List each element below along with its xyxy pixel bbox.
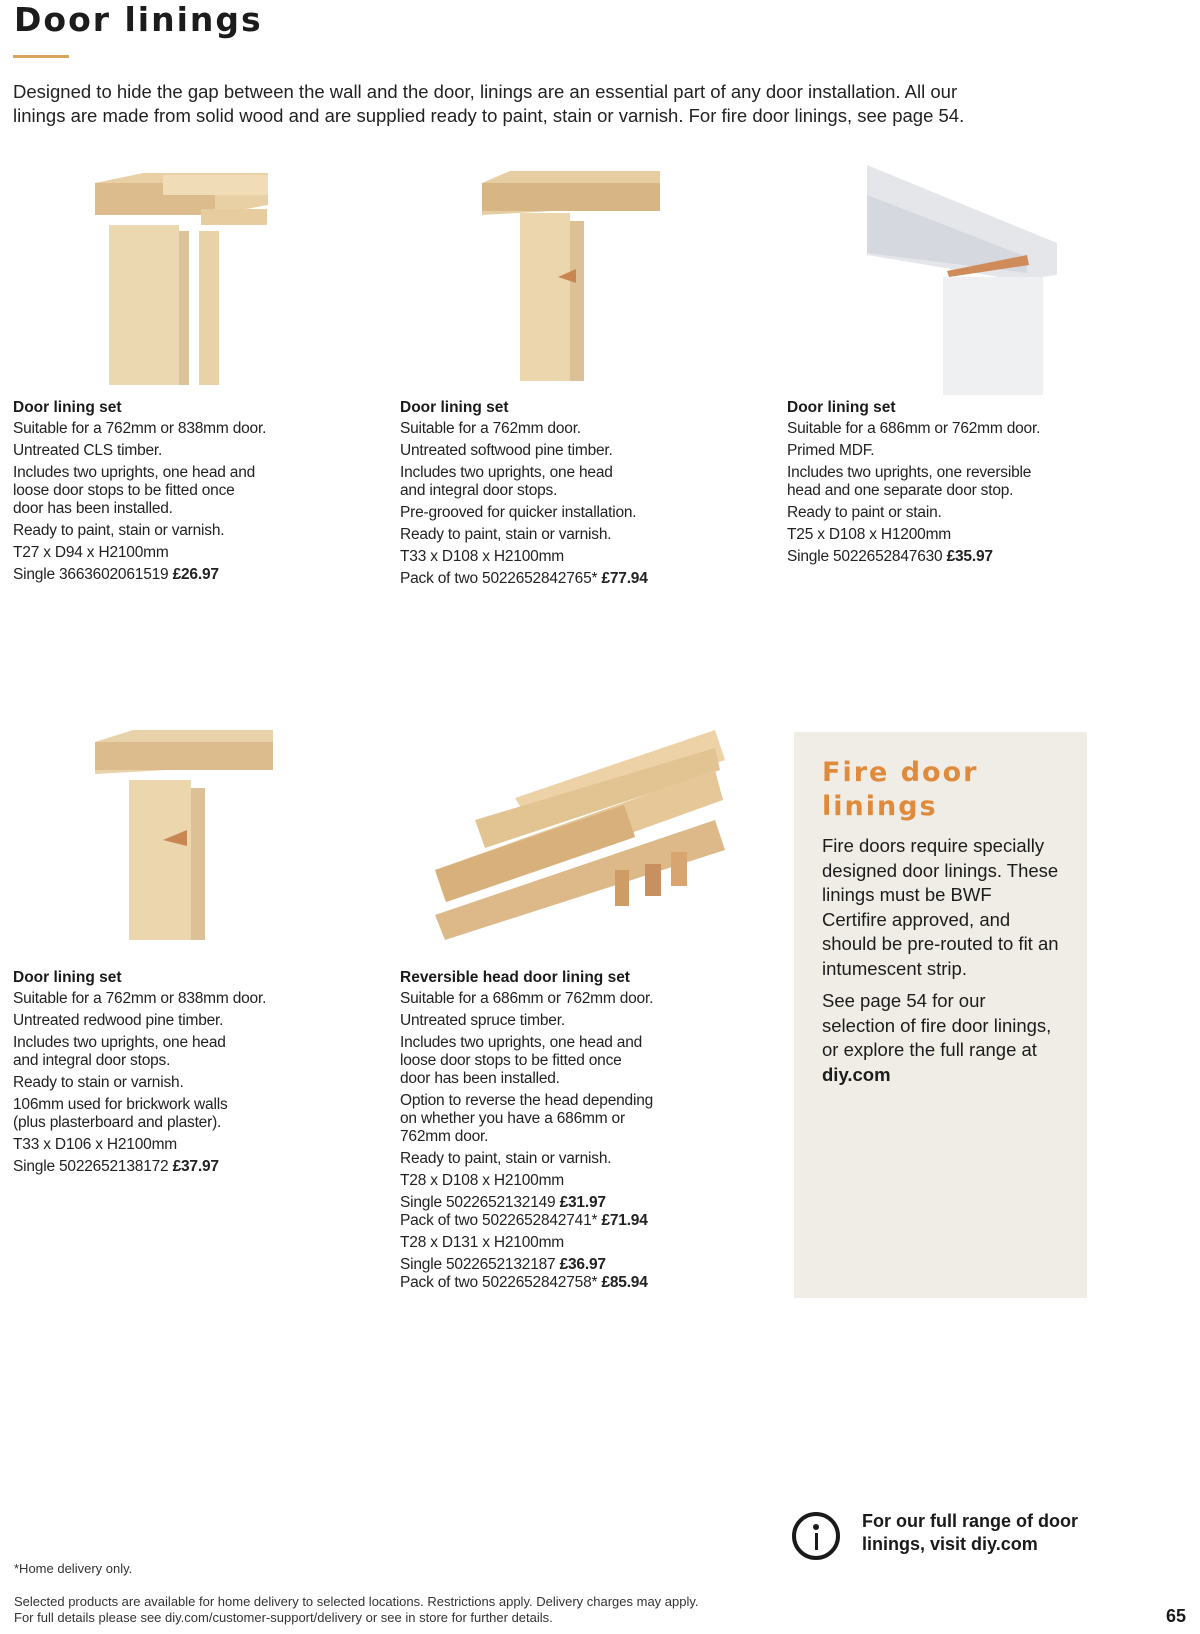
product-name: Door lining set (400, 399, 509, 416)
product-card-5 (400, 730, 760, 1291)
product-name: Door lining set (13, 399, 122, 416)
product-card-1 (13, 165, 373, 583)
product-spec: loose door stops to be fitted once (400, 1052, 622, 1069)
product-price-row (400, 1256, 760, 1274)
product-price: £36.97 (559, 1256, 606, 1273)
product-spec: and integral door stops. (13, 1052, 171, 1069)
product-code: Single 5022652847630 (787, 548, 943, 565)
product-spec: Includes two uprights, one head (400, 464, 613, 481)
product-code: Pack of two 5022652842741* (400, 1212, 598, 1229)
callout-title-line-1: Fire door (822, 757, 979, 788)
product-card-3 (787, 165, 1147, 565)
callout-paragraph-2 (822, 989, 1059, 1087)
callout-paragraph-1: Fire doors require specially designed door linings. These linings must be BWF Certifire approved, and should be pre-routed to fit an intumescent strip. (822, 835, 1059, 979)
product-code: Single 3663602061519 (13, 566, 169, 583)
info-icon-dot (813, 1524, 819, 1530)
door-lining-mdf-image (787, 165, 1147, 395)
product-spec: Option to reverse the head depending (400, 1092, 654, 1109)
disclaimer-line-2: For full details please see diy.com/customer-support/delivery or see in store for further details. (14, 1610, 553, 1625)
product-price: £26.97 (172, 566, 219, 583)
product-spec: head and one separate door stop. (787, 482, 1014, 499)
product-spec: Ready to stain or varnish. (13, 1074, 184, 1091)
product-spec: Includes two uprights, one head (13, 1034, 226, 1051)
product-spec: Includes two uprights, one reversible (787, 464, 1032, 481)
product-spec: door has been installed. (400, 1070, 560, 1087)
product-price: £71.94 (601, 1212, 648, 1229)
callout-title (822, 756, 1059, 824)
product-price: £37.97 (172, 1158, 219, 1175)
product-name: Reversible head door lining set (400, 969, 630, 986)
callout-paragraph-2-text: See page 54 for our selection of fire door linings, or explore the full range at (822, 990, 1052, 1060)
door-lining-cls-image (13, 165, 373, 385)
title-underline (13, 55, 69, 58)
product-price-row (400, 570, 760, 588)
product-spec: and integral door stops. (400, 482, 558, 499)
product-spec: on whether you have a 686mm or (400, 1110, 625, 1127)
product-dimensions: T28 x D108 x H2100mm (400, 1172, 564, 1189)
info-text (862, 1510, 1078, 1556)
product-dimensions: T25 x D108 x H1200mm (787, 526, 951, 543)
disclaimer-line-1: Selected products are available for home delivery to selected locations. Restrictions apply. Delivery charges may apply. (14, 1594, 699, 1609)
info-icon (792, 1512, 840, 1560)
product-spec: Suitable for a 762mm door. (400, 420, 581, 437)
product-price-row (13, 1158, 373, 1176)
product-price: £35.97 (946, 548, 993, 565)
product-code: Pack of two 5022652842765* (400, 570, 598, 587)
product-spec: Ready to paint, stain or varnish. (13, 522, 225, 539)
product-spec: Suitable for a 686mm or 762mm door. (787, 420, 1041, 437)
intro-line-1: Designed to hide the gap between the wall and the door, linings are an essential part of any door installation. All our (13, 81, 958, 102)
info-line-2[interactable]: linings, visit diy.com (862, 1534, 1038, 1554)
product-price: £77.94 (601, 570, 648, 587)
product-spec: loose door stops to be fitted once (13, 482, 235, 499)
product-spec: Pre-grooved for quicker installation. (400, 504, 637, 521)
page-number: 65 (1165, 1606, 1186, 1626)
product-spec: Untreated spruce timber. (400, 1012, 565, 1029)
product-spec: Untreated softwood pine timber. (400, 442, 613, 459)
product-spec: Ready to paint, stain or varnish. (400, 1150, 612, 1167)
product-dimensions: T28 x D131 x H2100mm (400, 1234, 564, 1251)
product-price-row (13, 566, 373, 584)
product-spec: Untreated CLS timber. (13, 442, 163, 459)
reversible-head-lining-image (400, 730, 760, 940)
product-spec: 762mm door. (400, 1128, 489, 1145)
product-spec: Primed MDF. (787, 442, 875, 459)
product-dimensions: T33 x D108 x H2100mm (400, 548, 564, 565)
product-price: £31.97 (559, 1194, 606, 1211)
product-spec: Includes two uprights, one head and (13, 464, 256, 481)
product-spec: Ready to paint or stain. (787, 504, 942, 521)
product-code: Single 5022652138172 (13, 1158, 169, 1175)
info-icon-bar (815, 1533, 818, 1550)
callout-title-line-2: linings (822, 791, 938, 822)
footnote: *Home delivery only. (14, 1561, 133, 1576)
product-code: Single 5022652132187 (400, 1256, 556, 1273)
info-line-1: For our full range of door (862, 1511, 1078, 1531)
product-price-row (400, 1212, 760, 1230)
product-spec: Suitable for a 762mm or 838mm door. (13, 990, 267, 1007)
product-spec: Untreated redwood pine timber. (13, 1012, 224, 1029)
delivery-disclaimer (14, 1594, 699, 1626)
product-spec: Suitable for a 686mm or 762mm door. (400, 990, 654, 1007)
door-lining-softwood-image (400, 165, 760, 385)
product-dimensions: T33 x D106 x H2100mm (13, 1136, 177, 1153)
product-price: £85.94 (601, 1274, 648, 1291)
product-card-2 (400, 165, 760, 587)
product-spec: (plus plasterboard and plaster). (13, 1114, 222, 1131)
product-name: Door lining set (13, 969, 122, 986)
door-lining-redwood-image (13, 730, 373, 940)
product-price-row (787, 548, 1147, 566)
product-spec: Suitable for a 762mm or 838mm door. (13, 420, 267, 437)
product-code: Single 5022652132149 (400, 1194, 556, 1211)
product-price-row (400, 1194, 760, 1212)
product-spec: Ready to paint, stain or varnish. (400, 526, 612, 543)
intro-line-2: linings are made from solid wood and are supplied ready to paint, stain or varnish. For fire door linings, see page 54. (13, 105, 965, 126)
product-code: Pack of two 5022652842758* (400, 1274, 598, 1291)
product-name: Door lining set (787, 399, 896, 416)
fire-door-callout (794, 732, 1087, 1298)
product-price-row (400, 1274, 760, 1292)
intro-paragraph (13, 80, 1093, 128)
product-spec: 106mm used for brickwork walls (13, 1096, 228, 1113)
product-spec: Includes two uprights, one head and (400, 1034, 643, 1051)
info-box (792, 1508, 1112, 1564)
page-title: Door linings (14, 0, 263, 39)
diy-link[interactable]: diy.com (822, 1063, 891, 1085)
product-spec: door has been installed. (13, 500, 173, 517)
product-dimensions: T27 x D94 x H2100mm (13, 544, 169, 561)
product-card-4 (13, 730, 373, 1175)
